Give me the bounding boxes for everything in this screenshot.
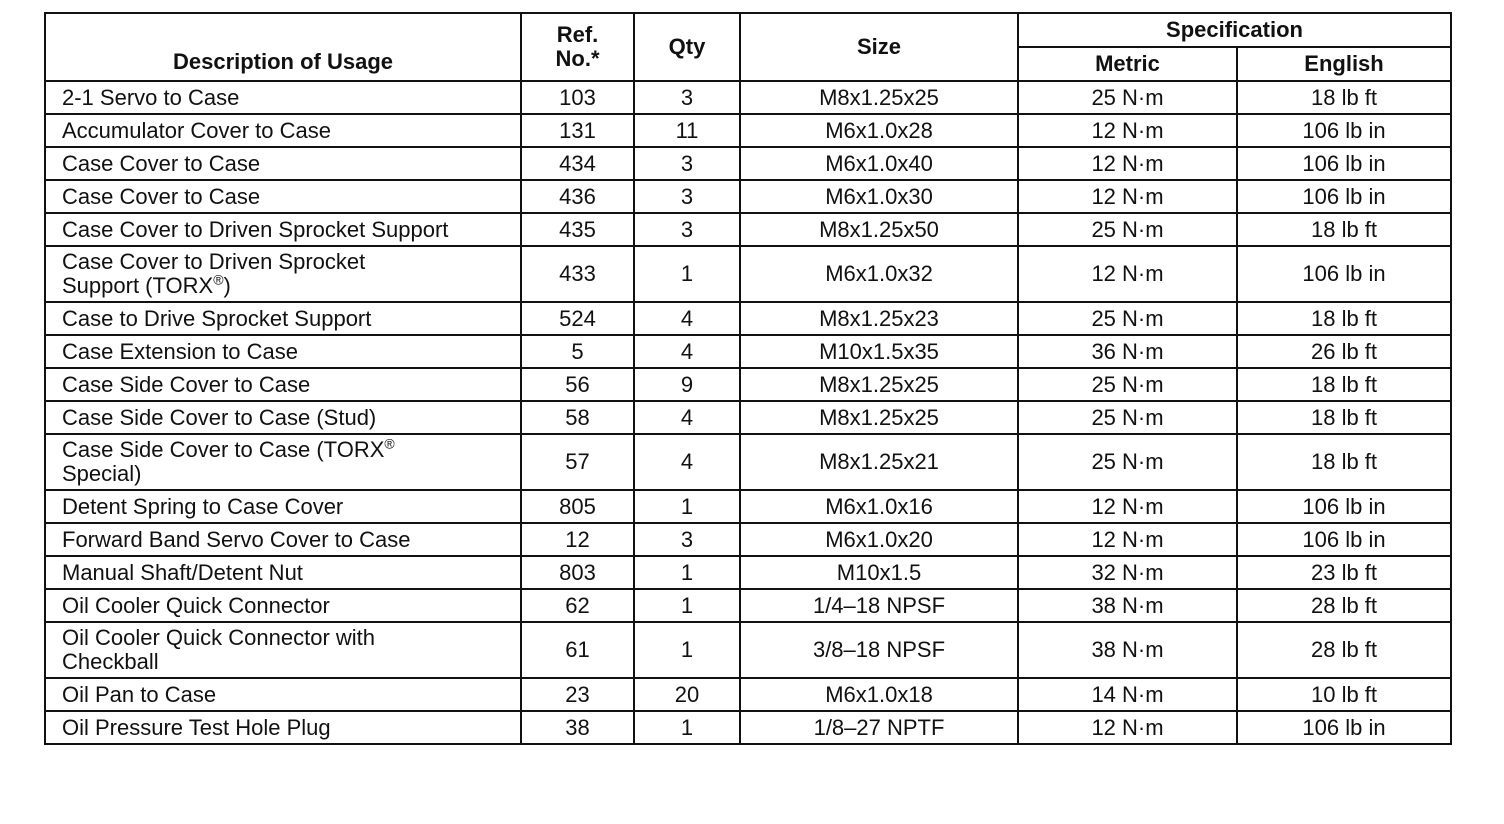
cell-description	[45, 622, 521, 678]
cell-english: 106 lb in	[1237, 711, 1451, 744]
cell-description: Oil Pan to Case	[45, 678, 521, 711]
cell-ref: 524	[521, 302, 634, 335]
description-tail: )	[223, 273, 231, 298]
cell-metric: 12 N·m	[1018, 490, 1237, 523]
cell-english: 23 lb ft	[1237, 556, 1451, 589]
cell-ref: 58	[521, 401, 634, 434]
cell-metric: 36 N·m	[1018, 335, 1237, 368]
cell-metric: 12 N·m	[1018, 114, 1237, 147]
cell-metric: 12 N·m	[1018, 180, 1237, 213]
cell-ref: 61	[521, 622, 634, 678]
cell-description: Case to Drive Sprocket Support	[45, 302, 521, 335]
cell-metric: 25 N·m	[1018, 213, 1237, 246]
cell-english: 106 lb in	[1237, 180, 1451, 213]
cell-ref: 57	[521, 434, 634, 490]
cell-metric: 32 N·m	[1018, 556, 1237, 589]
torque-spec-table	[44, 12, 1452, 745]
cell-qty: 1	[634, 556, 740, 589]
table-row	[45, 523, 1451, 556]
header-qty: Qty	[634, 13, 740, 81]
table-row	[45, 302, 1451, 335]
description-line1: Case Side Cover to Case (TORX	[62, 437, 385, 462]
cell-description: Case Cover to Case	[45, 180, 521, 213]
cell-description: Case Extension to Case	[45, 335, 521, 368]
header-english: English	[1237, 47, 1451, 81]
table-row	[45, 678, 1451, 711]
table-row	[45, 246, 1451, 302]
cell-english: 18 lb ft	[1237, 81, 1451, 114]
cell-qty: 4	[634, 302, 740, 335]
cell-ref: 434	[521, 147, 634, 180]
cell-qty: 1	[634, 622, 740, 678]
header-ref-no	[521, 13, 634, 81]
cell-description: Detent Spring to Case Cover	[45, 490, 521, 523]
table-row	[45, 368, 1451, 401]
table-row	[45, 556, 1451, 589]
cell-ref: 56	[521, 368, 634, 401]
cell-metric: 25 N·m	[1018, 434, 1237, 490]
cell-qty: 1	[634, 246, 740, 302]
cell-size: M8x1.25x25	[740, 401, 1018, 434]
cell-qty: 4	[634, 434, 740, 490]
header-metric: Metric	[1018, 47, 1237, 81]
table-row	[45, 711, 1451, 744]
cell-description	[45, 434, 521, 490]
cell-english: 10 lb ft	[1237, 678, 1451, 711]
cell-qty: 20	[634, 678, 740, 711]
table-row	[45, 81, 1451, 114]
header-ref-line1: Ref.	[556, 22, 599, 47]
registered-mark: ®	[384, 435, 395, 452]
cell-ref: 805	[521, 490, 634, 523]
description-line2: Checkball	[62, 649, 159, 674]
cell-ref: 433	[521, 246, 634, 302]
table-row	[45, 401, 1451, 434]
cell-description: Manual Shaft/Detent Nut	[45, 556, 521, 589]
cell-metric: 12 N·m	[1018, 711, 1237, 744]
registered-mark: ®	[213, 271, 224, 288]
cell-size: M8x1.25x50	[740, 213, 1018, 246]
cell-metric: 14 N·m	[1018, 678, 1237, 711]
cell-description: Case Cover to Driven Sprocket Support	[45, 213, 521, 246]
cell-english: 18 lb ft	[1237, 434, 1451, 490]
description-line2: Special)	[62, 461, 142, 486]
cell-english: 18 lb ft	[1237, 401, 1451, 434]
cell-size: 1/4–18 NPSF	[740, 589, 1018, 622]
cell-english: 106 lb in	[1237, 147, 1451, 180]
cell-qty: 3	[634, 180, 740, 213]
description-line1: Oil Cooler Quick Connector with	[62, 625, 376, 650]
cell-ref: 62	[521, 589, 634, 622]
cell-qty: 3	[634, 213, 740, 246]
cell-english: 28 lb ft	[1237, 622, 1451, 678]
cell-english: 18 lb ft	[1237, 213, 1451, 246]
cell-description: Forward Band Servo Cover to Case	[45, 523, 521, 556]
cell-metric: 12 N·m	[1018, 246, 1237, 302]
cell-metric: 12 N·m	[1018, 523, 1237, 556]
cell-english: 18 lb ft	[1237, 368, 1451, 401]
table-row	[45, 180, 1451, 213]
cell-metric: 25 N·m	[1018, 368, 1237, 401]
cell-size: 1/8–27 NPTF	[740, 711, 1018, 744]
cell-size: M8x1.25x25	[740, 368, 1018, 401]
cell-size: M6x1.0x30	[740, 180, 1018, 213]
cell-qty: 1	[634, 490, 740, 523]
cell-qty: 3	[634, 81, 740, 114]
cell-metric: 25 N·m	[1018, 401, 1237, 434]
cell-ref: 131	[521, 114, 634, 147]
cell-description	[45, 246, 521, 302]
header-ref-line2: No.*	[555, 46, 600, 71]
cell-size: M6x1.0x32	[740, 246, 1018, 302]
cell-size: M6x1.0x18	[740, 678, 1018, 711]
cell-size: M6x1.0x40	[740, 147, 1018, 180]
cell-size: M6x1.0x28	[740, 114, 1018, 147]
cell-ref: 435	[521, 213, 634, 246]
cell-qty: 3	[634, 147, 740, 180]
cell-description: Case Side Cover to Case	[45, 368, 521, 401]
cell-qty: 3	[634, 523, 740, 556]
cell-size: 3/8–18 NPSF	[740, 622, 1018, 678]
cell-size: M6x1.0x20	[740, 523, 1018, 556]
cell-qty: 9	[634, 368, 740, 401]
cell-size: M8x1.25x21	[740, 434, 1018, 490]
cell-ref: 103	[521, 81, 634, 114]
table-row	[45, 622, 1451, 678]
cell-english: 106 lb in	[1237, 523, 1451, 556]
cell-description: Accumulator Cover to Case	[45, 114, 521, 147]
cell-ref: 803	[521, 556, 634, 589]
header-size: Size	[740, 13, 1018, 81]
cell-description: Oil Pressure Test Hole Plug	[45, 711, 521, 744]
cell-metric: 25 N·m	[1018, 302, 1237, 335]
cell-english: 106 lb in	[1237, 246, 1451, 302]
cell-size: M10x1.5x35	[740, 335, 1018, 368]
cell-qty: 4	[634, 335, 740, 368]
header-row-1	[45, 13, 1451, 47]
cell-qty: 1	[634, 711, 740, 744]
cell-ref: 38	[521, 711, 634, 744]
cell-description: 2-1 Servo to Case	[45, 81, 521, 114]
cell-ref: 23	[521, 678, 634, 711]
cell-english: 28 lb ft	[1237, 589, 1451, 622]
table-row	[45, 213, 1451, 246]
cell-ref: 12	[521, 523, 634, 556]
cell-description: Case Side Cover to Case (Stud)	[45, 401, 521, 434]
cell-description: Oil Cooler Quick Connector	[45, 589, 521, 622]
cell-english: 106 lb in	[1237, 114, 1451, 147]
cell-english: 18 lb ft	[1237, 302, 1451, 335]
header-specification: Specification	[1018, 13, 1451, 47]
cell-qty: 4	[634, 401, 740, 434]
table-row	[45, 434, 1451, 490]
cell-size: M10x1.5	[740, 556, 1018, 589]
table-row	[45, 114, 1451, 147]
cell-english: 26 lb ft	[1237, 335, 1451, 368]
cell-metric: 25 N·m	[1018, 81, 1237, 114]
table-row	[45, 589, 1451, 622]
cell-description: Case Cover to Case	[45, 147, 521, 180]
description-line1: Case Cover to Driven Sprocket	[62, 249, 366, 274]
table-row	[45, 147, 1451, 180]
table-row	[45, 335, 1451, 368]
cell-metric: 12 N·m	[1018, 147, 1237, 180]
cell-metric: 38 N·m	[1018, 589, 1237, 622]
torque-spec-table-wrapper	[44, 12, 1450, 745]
cell-ref: 5	[521, 335, 634, 368]
cell-size: M8x1.25x23	[740, 302, 1018, 335]
cell-english: 106 lb in	[1237, 490, 1451, 523]
cell-qty: 11	[634, 114, 740, 147]
cell-size: M6x1.0x16	[740, 490, 1018, 523]
cell-qty: 1	[634, 589, 740, 622]
header-description: Description of Usage	[45, 13, 521, 81]
cell-metric: 38 N·m	[1018, 622, 1237, 678]
cell-ref: 436	[521, 180, 634, 213]
description-line2: Support (TORX	[62, 273, 214, 298]
cell-size: M8x1.25x25	[740, 81, 1018, 114]
table-row	[45, 490, 1451, 523]
